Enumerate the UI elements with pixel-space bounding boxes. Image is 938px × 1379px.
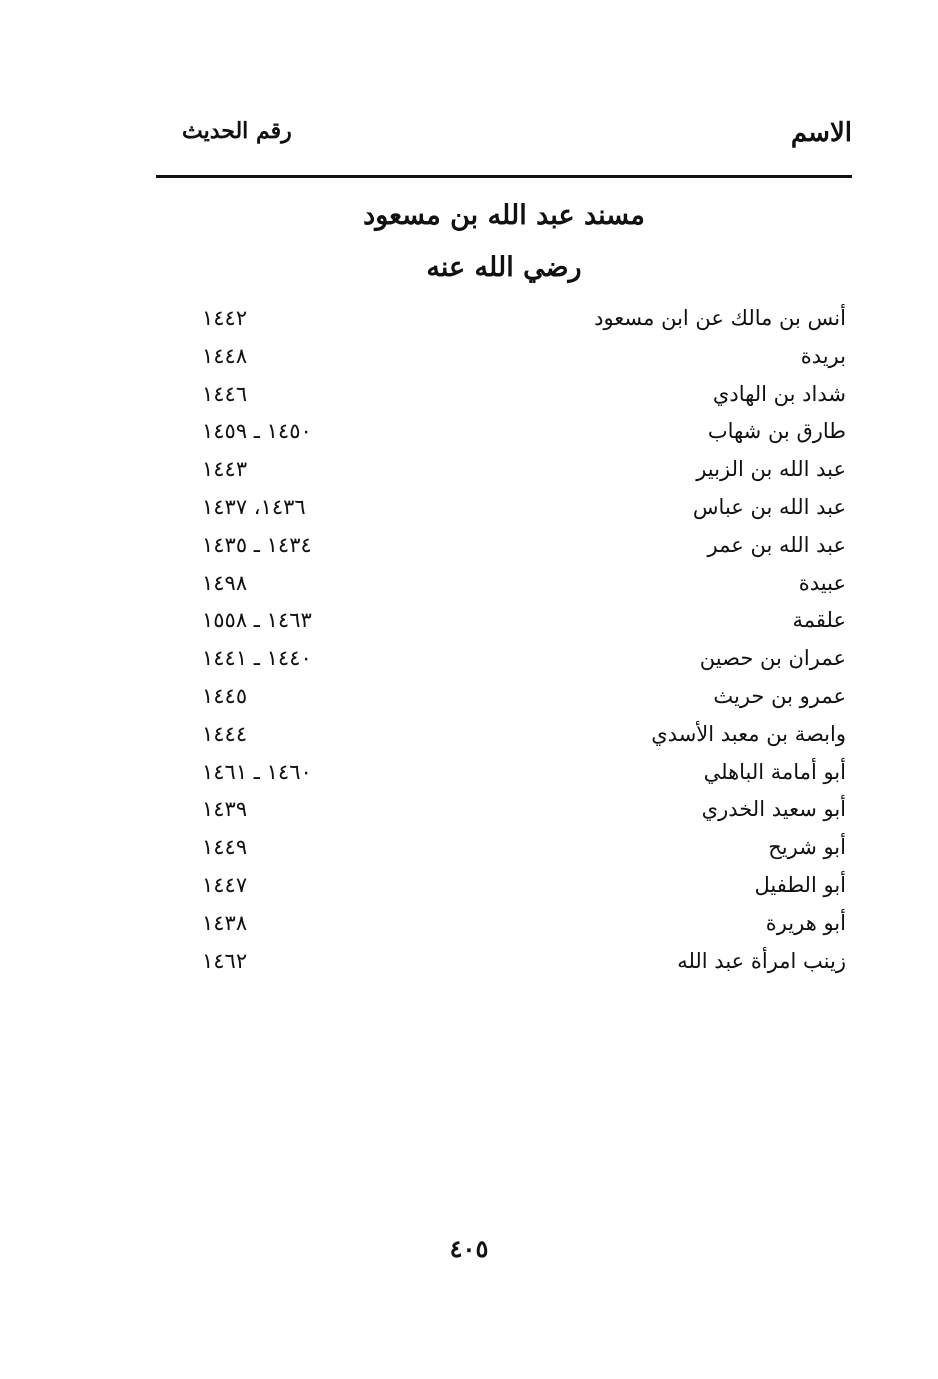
narrator-name: زينب امرأة عبد الله	[677, 948, 846, 973]
hadith-numbers: ١٤٦٠ ـ ١٤٦١	[202, 759, 312, 784]
list-item	[190, 302, 846, 340]
list-item	[190, 642, 846, 680]
table-header	[156, 112, 852, 158]
narrator-name: عبد الله بن عمر	[707, 532, 846, 557]
list-item	[190, 491, 846, 529]
hadith-numbers: ١٤٣٦، ١٤٣٧	[202, 494, 306, 519]
narrator-name: عمرو بن حريث	[713, 683, 846, 708]
list-item	[190, 756, 846, 794]
narrator-name: عبد الله بن عباس	[692, 494, 846, 519]
hadith-numbers: ١٤٤٠ ـ ١٤٤١	[202, 646, 312, 671]
hadith-numbers: ١٤٦٣ ـ ١٥٥٨	[202, 608, 312, 633]
section-title: مسند عبد الله بن مسعود	[363, 200, 645, 231]
narrator-name: طارق بن شهاب	[707, 419, 846, 444]
list-item	[190, 945, 846, 983]
narrator-name: عمران بن حصين	[699, 646, 846, 671]
list-item	[190, 718, 846, 756]
list-item	[190, 680, 846, 718]
list-item	[190, 415, 846, 453]
narrator-name: عبيدة	[798, 570, 846, 595]
hadith-numbers: ١٤٤٨	[202, 343, 248, 368]
name-column-heading: الاسم	[790, 118, 852, 148]
page-number: ٤٠٥	[449, 1234, 489, 1263]
narrator-name: أبو هريرة	[765, 910, 846, 935]
narrator-name: علقمة	[792, 608, 846, 633]
list-item	[190, 831, 846, 869]
hadith-numbers: ١٤٦٢	[202, 948, 248, 973]
narrator-name: أبو سعيد الخدري	[701, 797, 846, 822]
hadith-numbers: ١٤٤٣	[202, 457, 248, 482]
narrator-name: بريدة	[800, 343, 846, 368]
hadith-numbers: ١٤٤٤	[202, 721, 248, 746]
hadith-numbers: ١٤٤٧	[202, 872, 248, 897]
list-item	[190, 869, 846, 907]
list-item	[190, 378, 846, 416]
narrator-name: أبو أمامة الباهلي	[703, 759, 846, 784]
list-item	[190, 604, 846, 642]
narrator-name: أبو شريح	[768, 835, 846, 860]
hadith-numbers: ١٤٣٨	[202, 910, 248, 935]
hadith-numbers: ١٤٤٢	[202, 306, 248, 330]
list-item	[190, 453, 846, 491]
narrator-index-list	[190, 302, 846, 982]
hadith-numbers: ١٤٤٦	[202, 381, 248, 406]
hadith-numbers: ١٤٤٥	[202, 683, 248, 708]
hadith-numbers: ١٤٥٠ ـ ١٤٥٩	[202, 419, 312, 444]
hadith-numbers: ١٤٩٨	[202, 570, 248, 595]
narrator-name: عبد الله بن الزبير	[696, 457, 846, 482]
hadith-number-column-heading: رقم الحديث	[182, 118, 292, 144]
header-divider	[156, 175, 852, 178]
list-item	[190, 793, 846, 831]
list-item	[190, 567, 846, 605]
narrator-name: شداد بن الهادي	[712, 381, 846, 406]
narrator-name: أبو الطفيل	[754, 872, 846, 897]
list-item	[190, 340, 846, 378]
narrator-name: أنس بن مالك عن ابن مسعود	[594, 306, 846, 330]
section-subtitle: رضي الله عنه	[426, 252, 582, 283]
narrator-name: وابصة بن معبد الأسدي	[651, 721, 846, 746]
list-item	[190, 907, 846, 945]
list-item	[190, 529, 846, 567]
hadith-numbers: ١٤٤٩	[202, 835, 248, 860]
hadith-numbers: ١٤٣٩	[202, 797, 248, 822]
hadith-numbers: ١٤٣٤ ـ ١٤٣٥	[202, 532, 312, 557]
